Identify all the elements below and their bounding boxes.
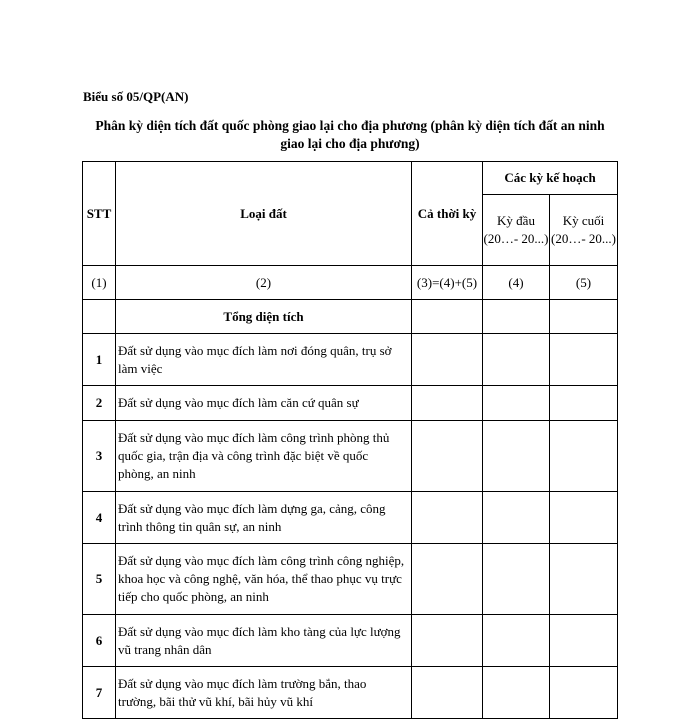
- row-stt: 7: [83, 667, 116, 719]
- header-last-period: Kỳ cuối (20…- 20...): [550, 195, 618, 266]
- row-last-period-cell: [550, 667, 618, 719]
- row-last-period-cell: [550, 544, 618, 615]
- total-last-period-cell: [550, 300, 618, 334]
- row-last-period-cell: [550, 615, 618, 667]
- form-code: Biểu số 05/QP(AN): [83, 89, 189, 104]
- total-whole-period-cell: [412, 300, 483, 334]
- header-whole-period: Cả thời kỳ: [412, 162, 483, 266]
- total-row: [83, 300, 618, 334]
- table-row: [83, 492, 618, 544]
- row-last-period-cell: [550, 492, 618, 544]
- row-stt: 5: [83, 544, 116, 615]
- column-number-row: [83, 266, 618, 300]
- column-number: (2): [116, 266, 412, 300]
- row-first-period-cell: [483, 492, 550, 544]
- row-land-type: Đất sử dụng vào mục đích làm công trình phòng thủ quốc gia, trận địa và công trình đặc biệt về quốc phòng, an ninh: [116, 421, 412, 492]
- row-stt: 3: [83, 421, 116, 492]
- table-row: [83, 421, 618, 492]
- row-first-period-cell: [483, 667, 550, 719]
- table-row: [83, 334, 618, 386]
- row-first-period-cell: [483, 334, 550, 386]
- header-first-period: Kỳ đầu (20…- 20...): [483, 195, 550, 266]
- column-number: (4): [483, 266, 550, 300]
- row-whole-period-cell: [412, 615, 483, 667]
- row-first-period-cell: [483, 386, 550, 421]
- row-land-type: Đất sử dụng vào mục đích làm dựng ga, cảng, công trình thông tin quân sự, an ninh: [116, 492, 412, 544]
- allocation-table: [82, 161, 618, 719]
- header-row-top: [83, 162, 618, 195]
- row-stt: 1: [83, 334, 116, 386]
- header-stt: STT: [83, 162, 116, 266]
- header-land-type: Loại đất: [116, 162, 412, 266]
- row-stt: 2: [83, 386, 116, 421]
- row-first-period-cell: [483, 421, 550, 492]
- row-last-period-cell: [550, 421, 618, 492]
- row-land-type: Đất sử dụng vào mục đích làm công trình công nghiệp, khoa học và công nghệ, văn hóa, thể thao phục vụ trực tiếp cho quốc phòng, an ninh: [116, 544, 412, 615]
- row-first-period-cell: [483, 544, 550, 615]
- table-row: [83, 386, 618, 421]
- row-whole-period-cell: [412, 492, 483, 544]
- total-label: Tổng diện tích: [116, 300, 412, 334]
- column-number: (5): [550, 266, 618, 300]
- header-plan-periods: Các kỳ kế hoạch: [483, 162, 618, 195]
- row-first-period-cell: [483, 615, 550, 667]
- row-whole-period-cell: [412, 544, 483, 615]
- row-whole-period-cell: [412, 386, 483, 421]
- row-whole-period-cell: [412, 421, 483, 492]
- table-row: [83, 544, 618, 615]
- row-land-type: Đất sử dụng vào mục đích làm căn cứ quân sự: [116, 386, 412, 421]
- table-row: [83, 667, 618, 719]
- row-last-period-cell: [550, 334, 618, 386]
- document-title: Phân kỳ diện tích đất quốc phòng giao lại cho địa phương (phân kỳ diện tích đất an ninh giao lại cho địa phương): [95, 118, 605, 151]
- row-stt: 4: [83, 492, 116, 544]
- row-land-type: Đất sử dụng vào mục đích làm trường bắn, thao trường, bãi thử vũ khí, bãi hủy vũ khí: [116, 667, 412, 719]
- column-number: (3)=(4)+(5): [412, 266, 483, 300]
- column-number: (1): [83, 266, 116, 300]
- row-whole-period-cell: [412, 334, 483, 386]
- total-stt-cell: [83, 300, 116, 334]
- row-land-type: Đất sử dụng vào mục đích làm nơi đóng quân, trụ sở làm việc: [116, 334, 412, 386]
- row-whole-period-cell: [412, 667, 483, 719]
- row-stt: 6: [83, 615, 116, 667]
- total-first-period-cell: [483, 300, 550, 334]
- table-row: [83, 615, 618, 667]
- row-land-type: Đất sử dụng vào mục đích làm kho tàng của lực lượng vũ trang nhân dân: [116, 615, 412, 667]
- row-last-period-cell: [550, 386, 618, 421]
